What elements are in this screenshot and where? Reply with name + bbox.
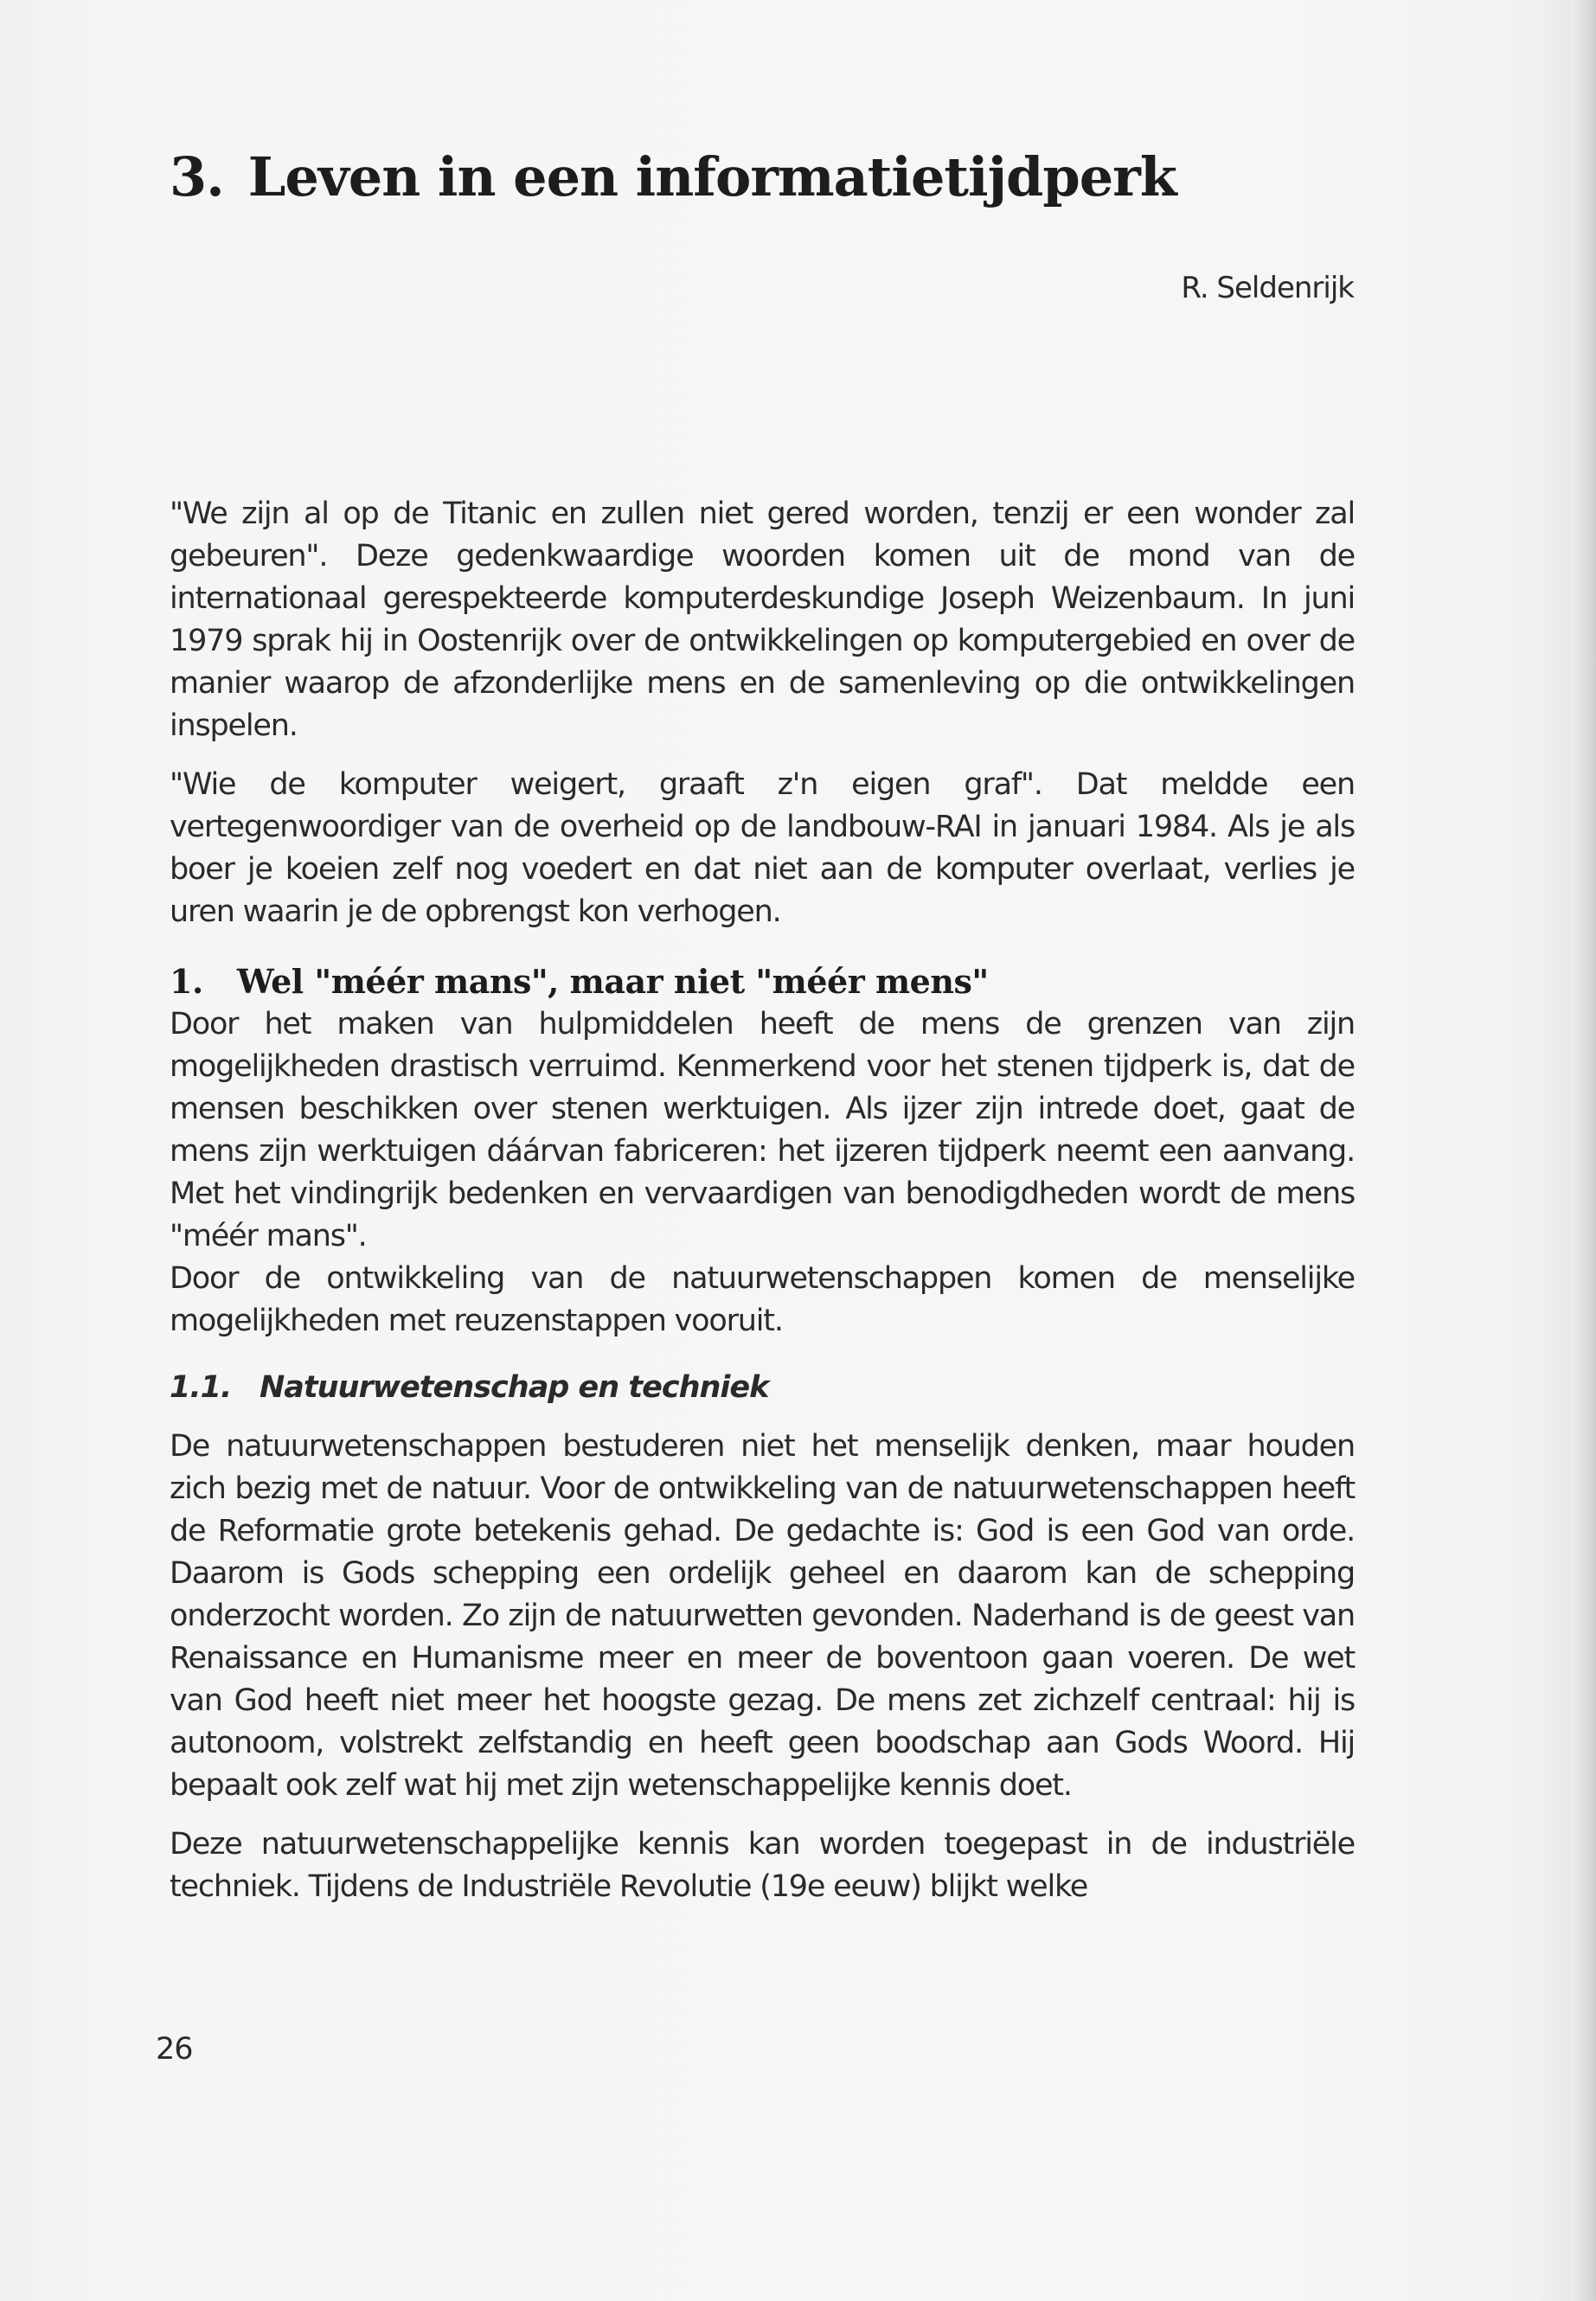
author-name: R. Seldenrijk xyxy=(1181,271,1354,305)
subsection-paragraph-2: Deze natuurwetenschappelijke kennis kan worden toegepast in de industriële techniek. Tijdens de Industriële Revolutie (19e eeuw) blijkt welke xyxy=(170,1827,1355,1904)
page-number: 26 xyxy=(156,2032,193,2067)
subsection-number: 1.1. xyxy=(170,1370,232,1405)
intro-paragraph-2: "Wie de komputer weigert, graaft z'n eigen graf". Dat meldde een vertegenwoordiger van de overheid op de landbouw-RAI in januari 1984. Als je als boer je koeien zelf nog voedert en dat niet aan de komputer overlaat, verlies je uren waarin je de opbrengst kon verhogen. xyxy=(170,767,1355,929)
page-edge xyxy=(1570,0,1596,2301)
section-title: Wel "méér mans", maar niet "méér mens" xyxy=(237,962,989,1001)
section-paragraph-1: Door het maken van hulpmiddelen heeft de mens de grenzen van zijn mogelijkheden drastisch verruimd. Kenmerkend voor het stenen tijdperk is, dat de mensen beschikken over stenen werktuigen. Als ijzer zijn intrede doet, gaat de mens zijn werktuigen dáárvan fabriceren: het ijzeren tijdperk neemt een aanvang. Met het vindingrijk bedenken en vervaardigen van benodigdheden wordt de mens "méér mans". xyxy=(170,1007,1355,1253)
chapter-title xyxy=(170,145,1176,208)
body-text xyxy=(170,493,1355,1908)
section-paragraph-2: Door de ontwikkeling van de natuurwetenschappen komen de menselijke mogelijkheden met reuzenstappen vooruit. xyxy=(170,1261,1355,1338)
section-number: 1. xyxy=(170,962,203,1001)
chapter-number: 3. xyxy=(170,145,224,208)
subsection-paragraph-1: De natuurwetenschappen bestuderen niet het menselijk denken, maar houden zich bezig met de natuur. Voor de ontwikkeling van de natuurwetenschappen heeft de Reformatie grote betekenis gehad. De gedachte is: God is een God van orde. Daarom is Gods schepping een ordelijk geheel en daarom kan de schepping onderzocht worden. Zo zijn de natuurwetten gevonden. Naderhand is de geest van Renaissance en Humanisme meer en meer de boventoon gaan voeren. De wet van God heeft niet meer het hoogste gezag. De mens zet zichzelf centraal: hij is autonoom, volstrekt zelfstandig en heeft geen boodschap aan Gods Woord. Hij bepaalt ook zelf wat hij met zijn wetenschappelijke kennis doet. xyxy=(170,1429,1355,1803)
subsection-title: Natuurwetenschap en techniek xyxy=(260,1370,769,1405)
section-heading xyxy=(170,960,1355,1003)
intro-paragraph-1: "We zijn al op de Titanic en zullen niet gered worden, tenzij er een wonder zal gebeuren". Deze gedenkwaardige woorden komen uit de mond van de internationaal gerespekteerde komputerdeskundige Joseph Weizenbaum. In juni 1979 sprak hij in Oostenrijk over de ontwikkelingen op komputergebied en over de manier waarop de afzonderlijke mens en de samenleving op die ontwikkelingen inspelen. xyxy=(170,497,1355,743)
chapter-title-text: Leven in een informatietijdperk xyxy=(247,145,1176,208)
subsection-heading xyxy=(170,1367,1355,1409)
